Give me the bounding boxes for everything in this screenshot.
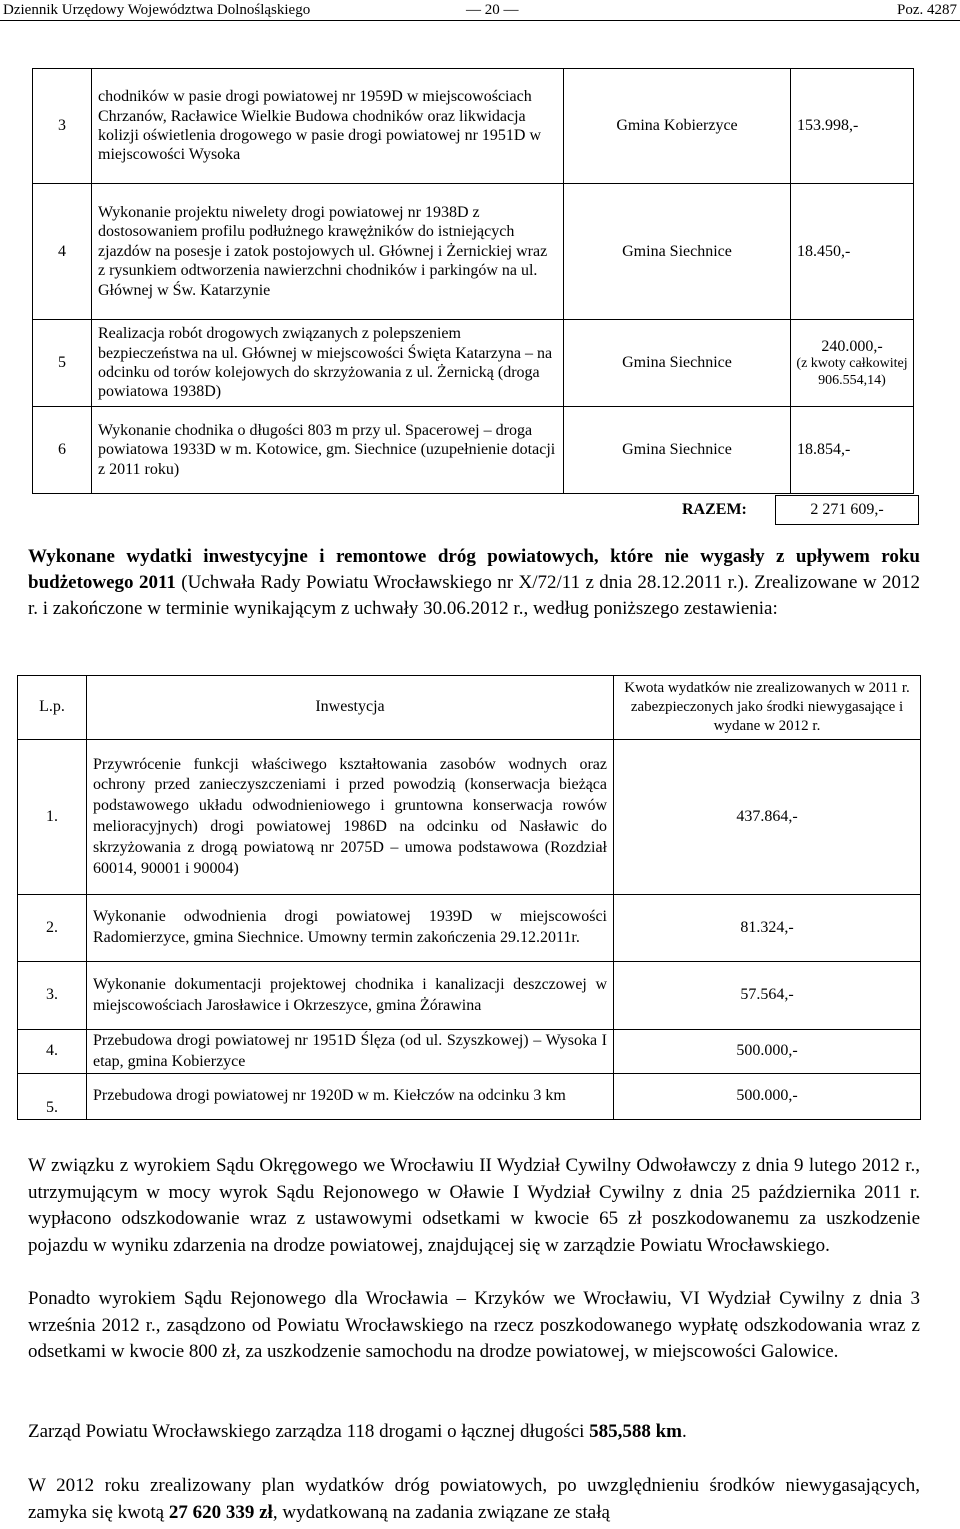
- row-amount: 81.324,-: [614, 895, 921, 962]
- page-number: — 20 —: [466, 2, 519, 18]
- row-amount: 57.564,-: [614, 962, 921, 1030]
- paragraph-text: W 2012 roku zrealizowany plan wydatków dróg powiatowych, po uwzględnieniu środków niewygasających, zamyka się kwotą: [28, 1475, 920, 1523]
- row-number: 3: [33, 69, 92, 184]
- paragraph-road-network: [28, 1419, 920, 1446]
- row-investment: Wykonanie dokumentacji projektowej chodnika i kanalizacji deszczowej w miejscowościach Jarosławice i Okrzeszyce, gmina Żórawina: [87, 962, 614, 1030]
- table-row: [33, 407, 914, 494]
- row-lp: 2.: [18, 895, 87, 962]
- table-row: [18, 1030, 921, 1074]
- paragraph-end: , wydatkowaną na zadania związane ze stałą: [272, 1501, 610, 1523]
- row-amount: 18.854,-: [791, 407, 914, 494]
- table-row: [18, 895, 921, 962]
- journal-title: Dziennik Urzędowy Województwa Dolnośląskiego: [3, 2, 311, 18]
- row-number: 6: [33, 407, 92, 494]
- row-investment: Wykonanie odwodnienia drogi powiatowej 1939D w miejscowości Radomierzyce, gmina Siechnice. Umowny termin zakończenia 29.12.2011r.: [87, 895, 614, 962]
- row-number: 5: [33, 320, 92, 407]
- row-lp: 4.: [18, 1030, 87, 1074]
- row-investment: Przebudowa drogi powiatowej nr 1951D Ślęza (od ul. Szyszkowej) – Wysoka I etap, gmina Kobierzyce: [87, 1030, 614, 1074]
- header-lp: L.p.: [18, 676, 87, 740]
- paragraph-bold: Wykonane wydatki inwestycyjne i remontowe dróg powiatowych, które nie wygasły z upływem roku budżetowego 2011: [28, 546, 920, 593]
- table-row: [18, 740, 921, 895]
- row-investment: Przebudowa drogi powiatowej nr 1920D w m. Kiełczów na odcinku 3 km: [87, 1074, 614, 1120]
- paragraph-court-ruling-2: Ponadto wyrokiem Sądu Rejonowego dla Wrocławia – Krzyków we Wrocławiu, VI Wydział Cywilny z dnia 3 września 2012 r., zasądzono od Powiatu Wrocławskiego na rzecz poszkodowanego wypłatę odszkodowania wraz z odsetkami w kwocie 800 zł, za uszkodzenie samochodu na drodze powiatowej, w miejscowości Galowice.: [28, 1288, 920, 1362]
- paragraph-rest: (Uchwała Rady Powiatu Wrocławskiego nr X/72/11 z dnia 28.12.2011 r.). Zrealizowane w 2012 r. i zakończone w terminie wynikającym z uchwały 30.06.2012 r., według poniższego zestawienia:: [28, 572, 921, 619]
- row-description: Realizacja robót drogowych związanych z polepszeniem bezpieczeństwa na ul. Głównej w miejscowości Święta Katarzyna – na odcinku od torów kolejowych do skrzyżowania z ul. Żernicką (droga powiatowa 1938D): [92, 320, 564, 407]
- non-expiring-table: [17, 675, 921, 1120]
- row-description: chodników w pasie drogi powiatowej nr 1959D w miejscowościach Chrzanów, Racławice Wielkie Budowa chodników oraz likwidacja kolizji oświetlenia drogowego w pasie drogi powiatowej nr 1951D w miejscowości Wysoka: [92, 69, 564, 184]
- header-amount: Kwota wydatków nie zrealizowanych w 2011 r. zabezpieczonych jako środki niewygasające i wydane w 2012 r.: [614, 676, 921, 740]
- table-header-row: [18, 676, 921, 740]
- row-lp: 5.: [18, 1074, 87, 1120]
- row-amount: 500.000,-: [614, 1030, 921, 1074]
- paragraph-end: .: [682, 1421, 687, 1442]
- paragraph-text: Zarząd Powiatu Wrocławskiego zarządza 118 drogami o łącznej długości: [28, 1421, 590, 1442]
- paragraph-bold-length: 585,588 km: [589, 1421, 683, 1442]
- row-description: Wykonanie chodnika o długości 803 m przy ul. Spacerowej – droga powiatowa 1933D w m. Kotowice, gm. Siechnice (uzupełnienie dotacji z 2011 roku): [92, 407, 564, 494]
- row-gmina: Gmina Kobierzyce: [564, 69, 791, 184]
- row-lp: 3.: [18, 962, 87, 1030]
- header-investment: Inwestycja: [87, 676, 614, 740]
- table-row: [33, 69, 914, 184]
- total-value: 2 271 609,-: [775, 495, 919, 525]
- page-header: [0, 0, 960, 21]
- row-amount: 18.450,-: [791, 184, 914, 320]
- table-row: [18, 962, 921, 1030]
- table-row: [18, 1074, 921, 1120]
- table-row: [33, 320, 914, 407]
- row-lp: 1.: [18, 740, 87, 895]
- row-amount: 153.998,-: [791, 69, 914, 184]
- row-amount: 500.000,-: [614, 1074, 921, 1120]
- row-gmina: Gmina Siechnice: [564, 184, 791, 320]
- paragraph-bold-amount: 27 620 339 zł: [168, 1501, 273, 1523]
- paragraph-expenditures: [28, 544, 920, 622]
- position-number: Poz. 4287: [897, 2, 957, 18]
- paragraph-budget-plan: [28, 1473, 920, 1526]
- row-amount: 437.864,-: [614, 740, 921, 895]
- paragraph-court-ruling-1: W związku z wyrokiem Sądu Okręgowego we Wrocławiu II Wydział Cywilny Odwoławczy z dnia 9 lutego 2012 r., utrzymującym w mocy wyrok Sądu Rejonowego w Oławie I Wydział Cywilny z dnia 25 października 2011 r. wypłacono odszkodowanie wraz z ustawowymi odsetkami w kwocie 65 zł poszkodowanemu za uszkodzenie pojazdu w wyniku zdarzenia na drodze powiatowej, znajdującej się w zarządzie Powiatu Wrocławskiego.: [28, 1155, 920, 1256]
- table-row: [33, 184, 914, 320]
- row-investment: Przywrócenie funkcji właściwego kształtowania zasobów wodnych oraz ochrony przed zanieczyszczeniami i przed powodzią (konserwacja bieżąca podstawowego układu odwodnieniowego i gruntowna konserwacja rowów melioracyjnych) drogi powiatowej 1986D na odcinku od Nasławic do skrzyżowania z drogą powiatową nr 2075D – umowa podstawowa (Rozdział 60014, 90001 i 90004): [87, 740, 614, 895]
- row-gmina: Gmina Siechnice: [564, 407, 791, 494]
- investments-table: [32, 68, 914, 494]
- total-label: RAZEM:: [682, 501, 747, 518]
- row-amount: 240.000,-: [821, 337, 883, 355]
- row-amount-note: (z kwoty całkowitej 906.554,14): [796, 355, 908, 388]
- row-number: 4: [33, 184, 92, 320]
- row-amount-cell: [791, 320, 914, 407]
- row-gmina: Gmina Siechnice: [564, 320, 791, 407]
- row-description: Wykonanie projektu niwelety drogi powiatowej nr 1938D z dostosowaniem profilu podłużnego krawężników do istniejących zjazdów na posesje i zatok postojowych ul. Głównej i Żernickiej wraz z rysunkiem odtworzenia nawierzchni chodników i parkingów na ul. Głównej w Św. Katarzynie: [92, 184, 564, 320]
